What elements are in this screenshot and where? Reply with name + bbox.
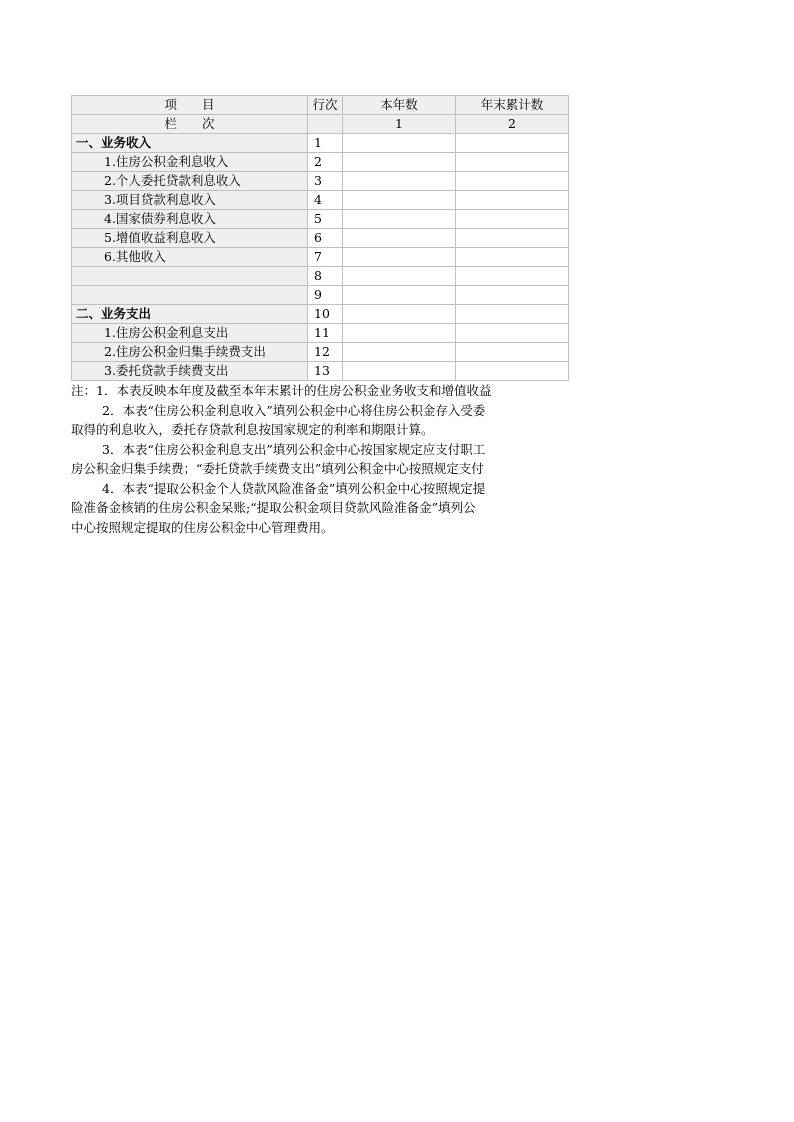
column-number-2: 2	[456, 115, 569, 134]
row-line-number: 13	[308, 362, 343, 381]
row-line-number: 12	[308, 343, 343, 362]
note-4-continued-2: 中心按照规定提取的住房公积金中心管理费用。	[71, 519, 334, 535]
current-year-cell[interactable]	[343, 343, 456, 362]
row-item: 3.项目贷款利息收入	[72, 191, 308, 210]
cumulative-cell[interactable]	[456, 172, 569, 191]
row-item: 二、业务支出	[72, 305, 308, 324]
table-row	[72, 191, 569, 210]
cumulative-cell[interactable]	[456, 286, 569, 305]
table-row	[72, 267, 569, 286]
report-sheet	[71, 95, 569, 547]
cumulative-cell[interactable]	[456, 324, 569, 343]
table-row	[72, 305, 569, 324]
column-number-row	[72, 115, 569, 134]
row-item: 2.住房公积金归集手续费支出	[72, 343, 308, 362]
row-item: 2.个人委托贷款利息收入	[72, 172, 308, 191]
table-row	[72, 172, 569, 191]
row-line-number: 4	[308, 191, 343, 210]
table-row	[72, 210, 569, 229]
current-year-cell[interactable]	[343, 324, 456, 343]
row-line-number: 10	[308, 305, 343, 324]
cumulative-cell[interactable]	[456, 343, 569, 362]
column-number-label: 栏 次	[72, 115, 308, 134]
cumulative-cell[interactable]	[456, 191, 569, 210]
table-row	[72, 229, 569, 248]
row-item: 3.委托贷款手续费支出	[72, 362, 308, 381]
row-item: 6.其他收入	[72, 248, 308, 267]
table-row	[72, 362, 569, 381]
income-expense-table	[71, 95, 569, 381]
row-line-number: 7	[308, 248, 343, 267]
row-item: 1.住房公积金利息支出	[72, 324, 308, 343]
row-item: 1.住房公积金利息收入	[72, 153, 308, 172]
cumulative-cell[interactable]	[456, 248, 569, 267]
note-2: 2．本表“住房公积金利息收入”填列公积金中心将住房公积金存入受委	[102, 402, 486, 418]
current-year-cell[interactable]	[343, 267, 456, 286]
column-number-1: 1	[343, 115, 456, 134]
row-item: 一、业务收入	[72, 134, 308, 153]
row-item	[72, 267, 308, 286]
current-year-cell[interactable]	[343, 229, 456, 248]
current-year-cell[interactable]	[343, 153, 456, 172]
note-3-continued: 房公积金归集手续费；“委托贷款手续费支出”填列公积金中心按照规定支付	[71, 461, 484, 476]
row-line-number: 1	[308, 134, 343, 153]
row-line-number: 6	[308, 229, 343, 248]
row-item: 5.增值收益利息收入	[72, 229, 308, 248]
cumulative-cell[interactable]	[456, 305, 569, 324]
note-3: 3．本表“住房公积金利息支出”填列公积金中心按国家规定应支付职工	[102, 441, 486, 457]
row-item	[72, 286, 308, 305]
table-row	[72, 248, 569, 267]
current-year-cell[interactable]	[343, 305, 456, 324]
column-number-line	[308, 115, 343, 134]
current-year-cell[interactable]	[343, 248, 456, 267]
row-line-number: 9	[308, 286, 343, 305]
header-row	[72, 96, 569, 115]
current-year-cell[interactable]	[343, 286, 456, 305]
table-row	[72, 286, 569, 305]
header-item: 项 目	[72, 96, 308, 115]
current-year-cell[interactable]	[343, 210, 456, 229]
note-4: 4．本表“提取公积金个人贷款风险准备金”填列公积金中心按照规定提	[102, 480, 486, 496]
note-2-continued: 取得的利息收入，委托存贷款利息按国家规定的利率和期限计算。	[71, 422, 434, 437]
cumulative-cell[interactable]	[456, 134, 569, 153]
row-line-number: 2	[308, 153, 343, 172]
row-line-number: 8	[308, 267, 343, 286]
note-4-continued: 险准备金核销的住房公积金呆账;“提取公积金项目贷款风险准备金”填列公	[71, 500, 476, 515]
current-year-cell[interactable]	[343, 134, 456, 153]
current-year-cell[interactable]	[343, 362, 456, 381]
row-line-number: 3	[308, 172, 343, 191]
cumulative-cell[interactable]	[456, 362, 569, 381]
header-line-number: 行次	[308, 96, 343, 115]
current-year-cell[interactable]	[343, 191, 456, 210]
row-line-number: 11	[308, 324, 343, 343]
header-current-year: 本年数	[343, 96, 456, 115]
note-1: 注：1．本表反映本年度及截至本年末累计的住房公积金业务收支和增值收益	[71, 383, 492, 398]
row-item: 4.国家债券利息收入	[72, 210, 308, 229]
table-row	[72, 343, 569, 362]
table-row	[72, 324, 569, 343]
cumulative-cell[interactable]	[456, 153, 569, 172]
table-row	[72, 134, 569, 153]
table-row	[72, 153, 569, 172]
current-year-cell[interactable]	[343, 172, 456, 191]
notes-section	[71, 381, 569, 537]
cumulative-cell[interactable]	[456, 229, 569, 248]
cumulative-cell[interactable]	[456, 267, 569, 286]
row-line-number: 5	[308, 210, 343, 229]
header-cumulative: 年末累计数	[456, 96, 569, 115]
cumulative-cell[interactable]	[456, 210, 569, 229]
